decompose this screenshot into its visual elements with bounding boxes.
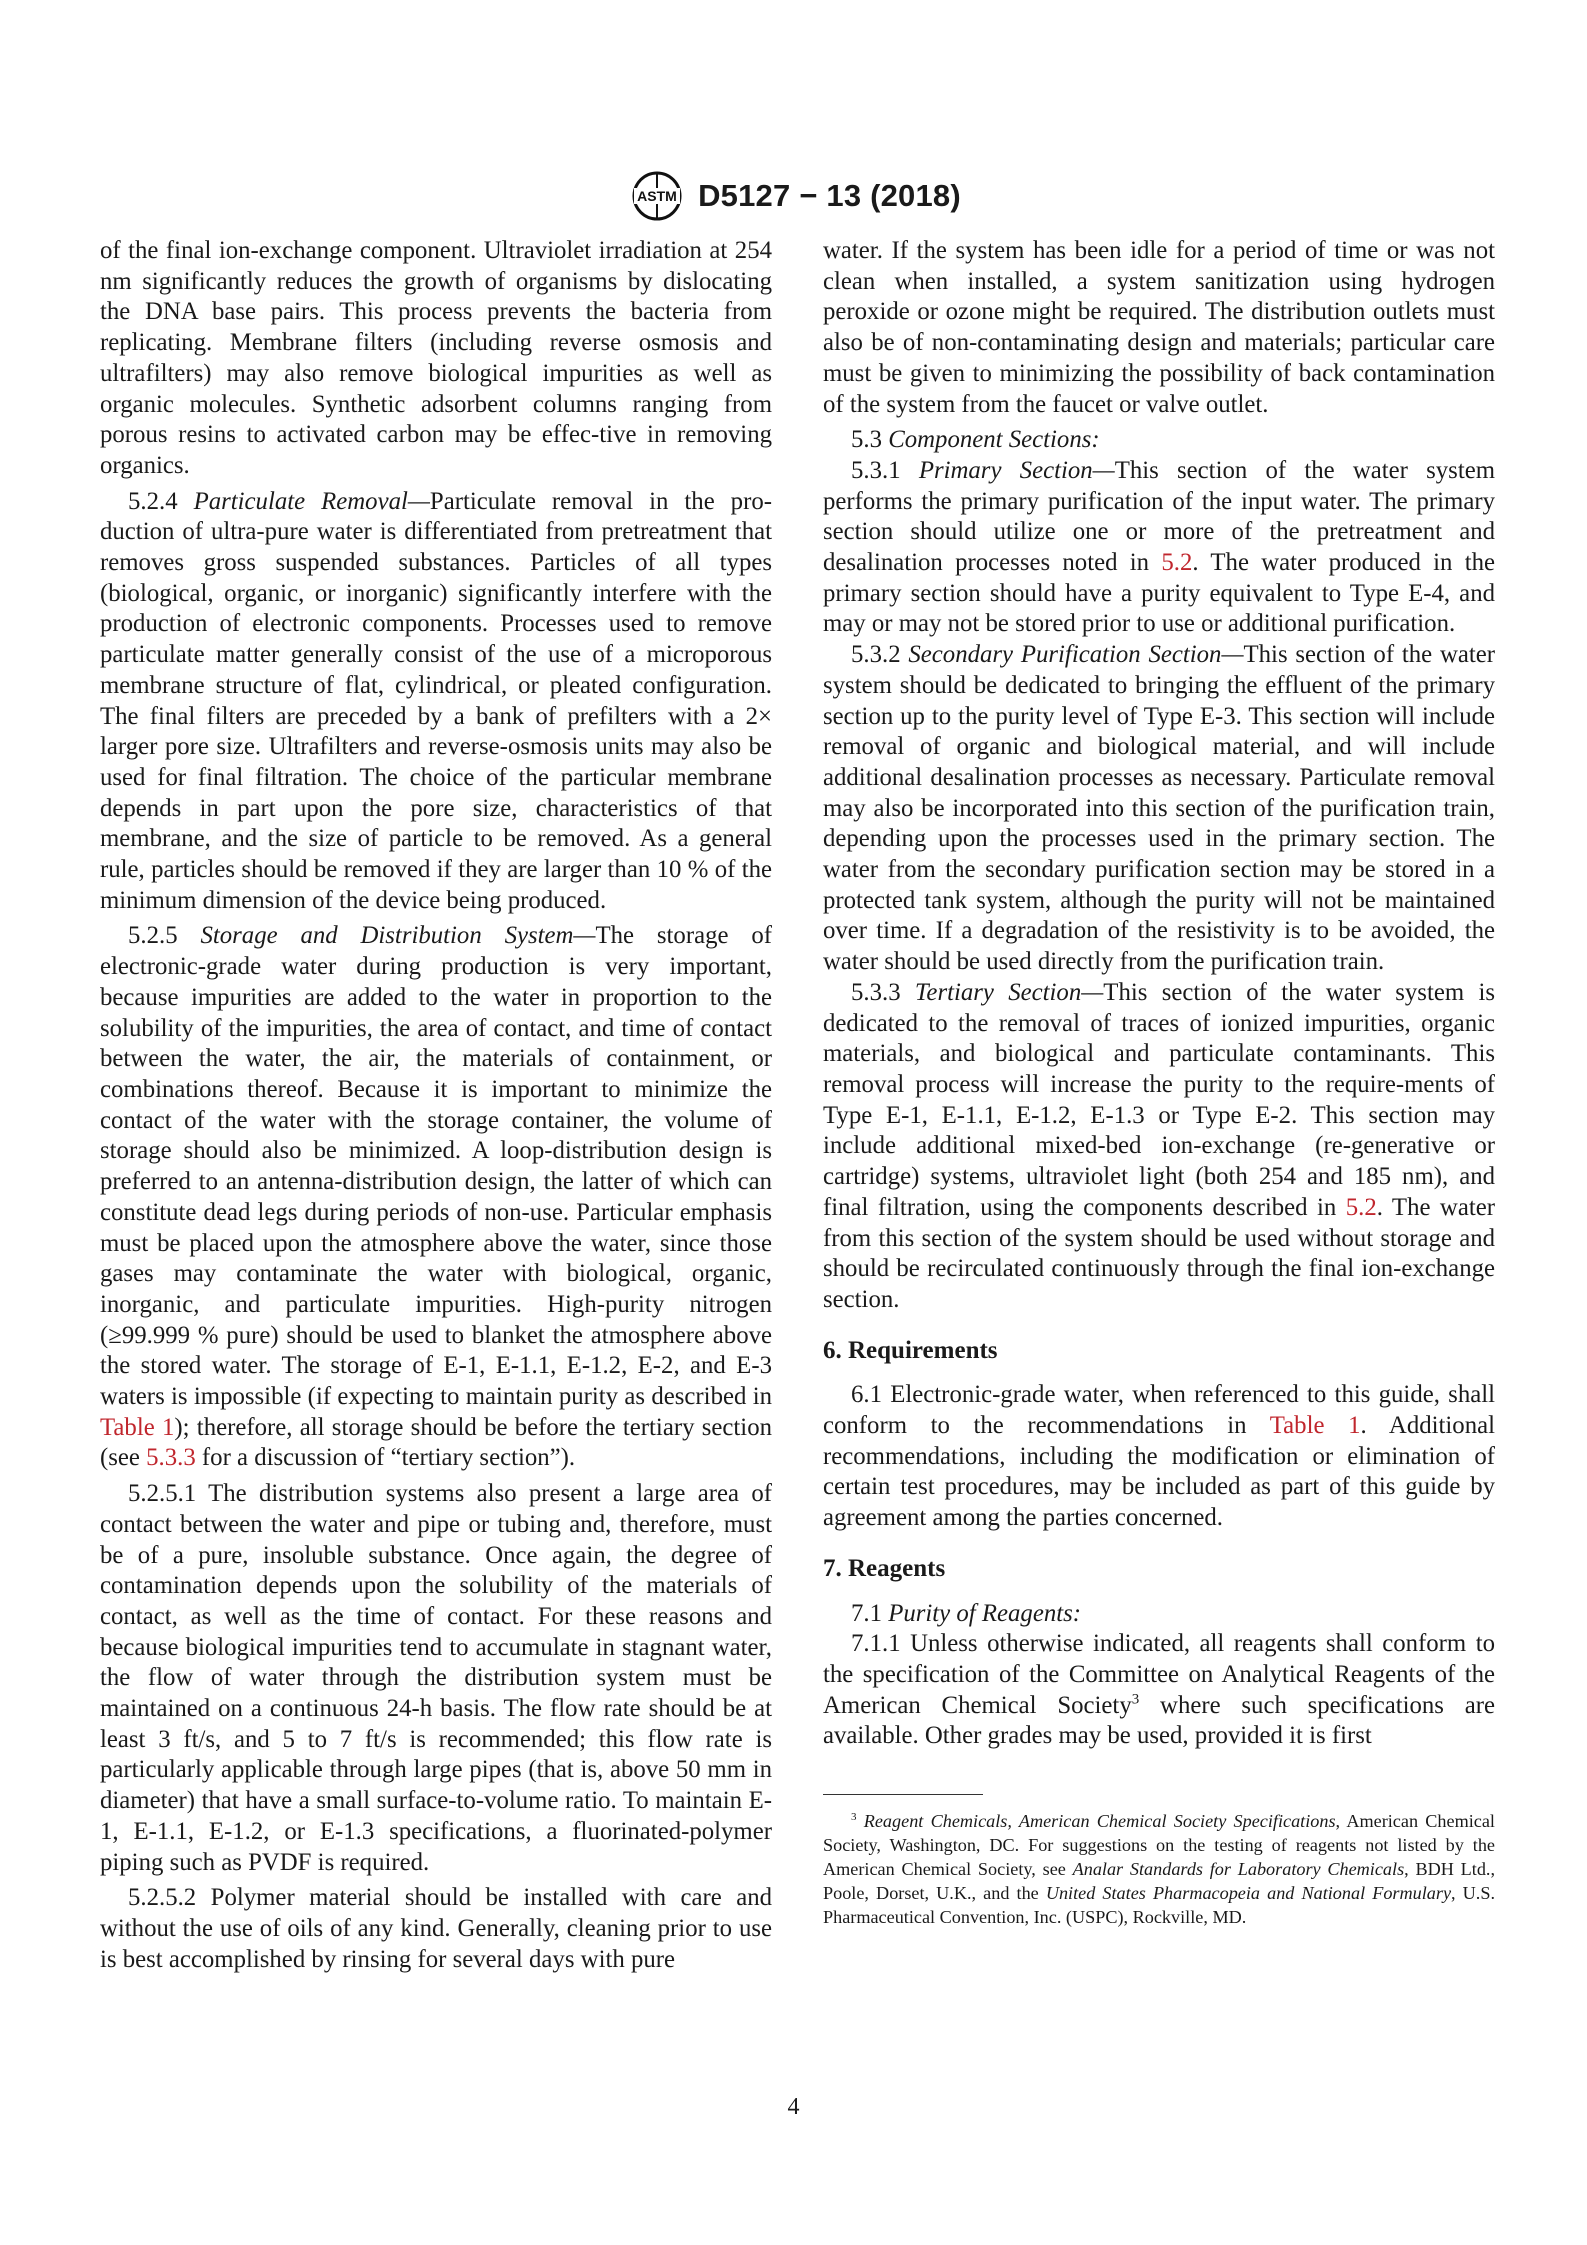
paragraph-5-3: 5.3 Component Sections: [851, 426, 1100, 454]
paragraph-5-3-1: 5.3.1 Primary Section—This section of the water system performs the primary purification of the input water. The primary section should utilize one or more of the pretreatment and desalination processes noted in 5.2. The water produced in the primary section should have a purity equivalent to Type E-4, and may or may not be stored prior to use or additional purification. [823, 456, 1496, 638]
left-column [100, 236, 772, 1975]
paragraph-intro: of the final ion-exchange component. Ultraviolet irradiation at 254 nm significantly reduces the growth of organisms by dislocating the DNA base pairs. This process prevents the bacteria from replicating. Membrane filters (including reverse osmosis and ultrafilters) may also remove biological impurities as well as organic molecules. Synthetic adsorbent columns ranging from porous resins to activated carbon may be effec-tive in removing organics. [100, 237, 772, 479]
paragraph-title: Storage and Distribution System— [200, 922, 596, 950]
paragraph-5-2-5: 5.2.5 Storage and Distribution System—The storage of electronic-grade water during production is very important, because impurities are added to the water in proportion to the solubility of the impurities, the area of contact, and time of contact between the water, the air, the materials of containment, or combinations thereof. Because it is important to minimize the contact of the water with the storage container, the volume of storage should also be minimized. A loop-distribution design is preferred to an antenna-distribution design, the latter of which can constitute dead legs during periods of non-use. Particular emphasis must be placed upon the atmosphere above the water, since those gases may contaminate the water with biological, organic, inorganic, and particulate impurities. High-purity nitrogen (≥99.999 % pure) should be used to blanket the atmosphere above the stored water. The storage of E-1, E-1.1, E-1.2, E-2, and E-3 waters is impossible (if expecting to maintain purity as described in Table 1); therefore, all storage should be before the tertiary section (see 5.3.3 for a discussion of “tertiary section”). [100, 922, 772, 1472]
paragraph-5-2-5-1: 5.2.5.1 The distribution systems also present a large area of contact between the water and pipe or tubing and, therefore, must be of a pure, insoluble substance. Once again, the degree of contamination depends upon the solubility of the materials of contact, as well as the time of contact. For these reasons and because biological impurities tend to accumulate in stagnant water, the flow of water through the distribution system must be maintained on a continuous 24-h basis. The flow rate should be at least 3 ft/s, and 5 to 7 ft/s is recommended; this flow rate is particularly applicable through large pipes (that is, above 50 mm in diameter) that have a small surface-to-volume ratio. To maintain E-1, E-1.1, E-1.2, or E-1.3 specifications, a fluorinated-polymer piping such as PVDF is required. [100, 1480, 772, 1876]
paragraph-7-1: 7.1 Purity of Reagents: [851, 1599, 1082, 1627]
astm-logo-icon [626, 170, 688, 222]
page-header [0, 170, 1587, 222]
paragraph-title: Component Sections: [888, 426, 1100, 454]
paragraph-5-3-3: 5.3.3 Tertiary Section—This section of the water system is dedicated to the removal of traces of ionized impurities, organic materials, and biological and particulate contaminants. This removal process will increase the purity to the require-ments of Type E-1, E-1.1, E-1.2, E-1.3 or Type E-2. This section may include additional mixed-bed ion-exchange (re-generative or cartridge) systems, ultraviolet light (both 254 and 185 nm), and final filtration, using the components described in 5.2. The water from this section of the system should be used without storage and should be recirculated continuously through the final ion-exchange section. [823, 978, 1495, 1313]
paragraph-title: Purity of Reagents: [888, 1599, 1082, 1627]
footnote-3: $^3$ Reagent Chemicals, American Chemical Society Specifications, American Chemical Society, Washington, DC. For suggestions on the testing of reagents not listed by the American Chemical Society, see Analar Standards for Laboratory Chemicals, BDH Ltd., Poole, Dorset, U.K., and the United States Pharmacopeia and National Formulary, U.S. Pharmaceutical Convention, Inc. (USPC), Rockville, MD. [823, 1810, 1496, 1928]
table-1-link[interactable]: Table 1 [100, 1413, 175, 1441]
paragraph-title: Tertiary Section— [914, 978, 1104, 1006]
section-5-3-3-link[interactable]: 5.3.3 [146, 1444, 196, 1472]
footnote-divider [823, 1794, 983, 1795]
paragraph-5-2-4: 5.2.4 Particulate Removal—Particulate removal in the pro-duction of ultra-pure water is differentiated from pretreatment that removes gross suspended substances. Particles of all types (biological, organic, or inorganic) significantly interfere with the production of electronic components. Processes used to remove particulate matter generally consist of the use of a microporous membrane structure of flat, cylindrical, or pleated configuration. The final filters are preceded by a bank of prefilters with a 2× larger pore size. Ultrafilters and reverse-osmosis units may also be used for final filtration. The choice of the particular membrane depends in part upon the pore size, characteristics of that membrane, and the size of particle to be removed. As a general rule, particles should be removed if they are larger than 10 % of the minimum dimension of the device being produced. [100, 487, 772, 914]
paragraph-continued: water. If the system has been idle for a period of time or was not clean when installed, a system sanitization using hydrogen peroxide or ozone might be required. The distribution outlets must also be of non-contaminating design and materials; particular care must be given to minimizing the possibility of back contamination of the system from the faucet or valve outlet. [823, 237, 1495, 418]
section-5-2-link[interactable]: 5.2 [1345, 1193, 1377, 1221]
table-1-link[interactable]: Table 1 [1269, 1412, 1361, 1440]
svg-text:ASTM: ASTM [637, 188, 677, 204]
section-heading-reagents: 7. Reagents [823, 1554, 946, 1582]
section-heading-requirements: 6. Requirements [823, 1336, 998, 1364]
paragraph-5-3-2: 5.3.2 Secondary Purification Section—This section of the water system should be dedicated to bringing the effluent of the primary section up to the purity level of Type E-3. This section will include removal of organic and biological material, and will include additional desalination processes as necessary. Particulate removal may also be incorporated into this section of the purification train, depending upon the processes used in the primary section. The water from the secondary purification section may be stored in a protected tank system, although the purity will not be maintained over time. If a degradation of the resistivity is to be avoided, the water should be used directly from the purification train. [823, 641, 1496, 976]
paragraph-7-1-1: 7.1.1 Unless otherwise indicated, all reagents shall conform to the specification of the Committee on Analytical Reagents of the American Chemical Society$^3$ where such specifications are available. Other grades may be used, provided it is first [823, 1630, 1496, 1750]
page-number: 4 [787, 2094, 800, 2120]
paragraph-title: Particulate Removal— [193, 487, 430, 515]
paragraph-5-2-5-2: 5.2.5.2 Polymer material should be installed with care and without the use of oils of any kind. Generally, cleaning prior to use is best accomplished by rinsing for several days with pure [100, 1884, 772, 1973]
paragraph-title: Primary Section— [918, 456, 1115, 484]
footnote-ref[interactable]: 3 [1131, 1691, 1140, 1708]
paragraph-title: Secondary Purification Section— [908, 641, 1244, 669]
section-5-2-link[interactable]: 5.2 [1161, 549, 1193, 577]
standard-designation: D5127 − 13 (2018) [698, 178, 961, 213]
right-column [823, 236, 1495, 1929]
paragraph-6-1: 6.1 Electronic-grade water, when referenced to this guide, shall conform to the recommendations in Table 1. Additional recommendations, including the modification or elimination of certain test procedures, may be included as part of this guide by agreement among the parties concerned. [823, 1381, 1495, 1532]
